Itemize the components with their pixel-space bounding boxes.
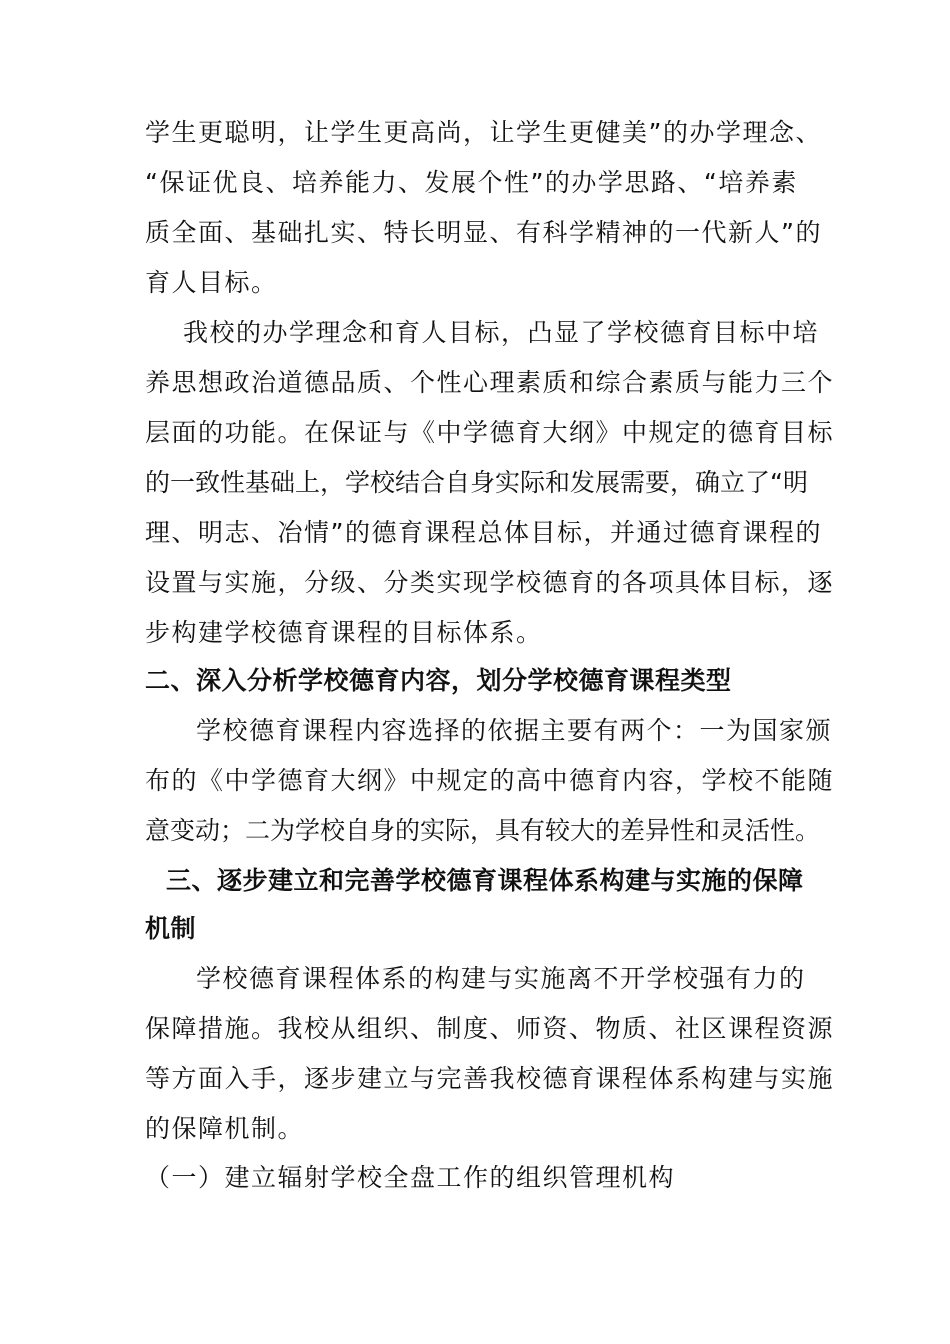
subsection-heading-1: （一）建立辐射学校全盘工作的组织管理机构 (145, 1163, 676, 1192)
paragraph-3-line-3: 意变动；二为学校自身的实际，具有较大的差异性和灵活性。 (145, 816, 821, 845)
paragraph-3-line-1: 学校德育课程内容选择的依据主要有两个：一为国家颁 (196, 716, 833, 745)
paragraph-2-line-6: 设置与实施，分级、分类实现学校德育的各项具体目标，逐 (145, 568, 835, 597)
paragraph-1-line-3: 质全面、基础扎实、特长明显、有科学精神的一代新人”的 (145, 218, 822, 247)
section-heading-3-line-1: 三、逐步建立和完善学校德育课程体系构建与实施的保障 (166, 866, 804, 895)
paragraph-2-line-1: 我校的办学理念和育人目标，凸显了学校德育目标中培 (183, 318, 820, 347)
paragraph-2-line-4: 的一致性基础上，学校结合自身实际和发展需要，确立了“明 (145, 468, 808, 497)
paragraph-4-line-4: 的保障机制。 (145, 1114, 305, 1143)
section-heading-3-line-2: 机制 (145, 914, 197, 943)
paragraph-2-line-7: 步构建学校德育课程的目标体系。 (145, 618, 543, 647)
paragraph-4-line-2: 保障措施。我校从组织、制度、师资、物质、社区课程资源 (145, 1014, 835, 1043)
paragraph-2-line-5: 理、明志、冶情”的德育课程总体目标，并通过德育课程的 (145, 518, 822, 547)
paragraph-2-line-3: 层面的功能。在保证与《中学德育大纲》中规定的德育目标 (145, 418, 835, 447)
paragraph-1-line-2: “保证优良、培养能力、发展个性”的办学思路、“培养素 (145, 168, 798, 197)
paragraph-2-line-2: 养思想政治道德品质、个性心理素质和综合素质与能力三个 (145, 368, 835, 397)
paragraph-1-line-4: 育人目标。 (145, 268, 278, 297)
section-heading-2: 二、深入分析学校德育内容，划分学校德育课程类型 (145, 666, 732, 695)
paragraph-1-line-1: 学生更聪明，让学生更高尚，让学生更健美”的办学理念、 (145, 118, 822, 147)
paragraph-4-line-3: 等方面入手，逐步建立与完善我校德育课程体系构建与实施 (145, 1064, 835, 1093)
paragraph-4-line-1: 学校德育课程体系的构建与实施离不开学校强有力的 (196, 964, 806, 993)
paragraph-3-line-2: 布的《中学德育大纲》中规定的高中德育内容，学校不能随 (145, 766, 835, 795)
